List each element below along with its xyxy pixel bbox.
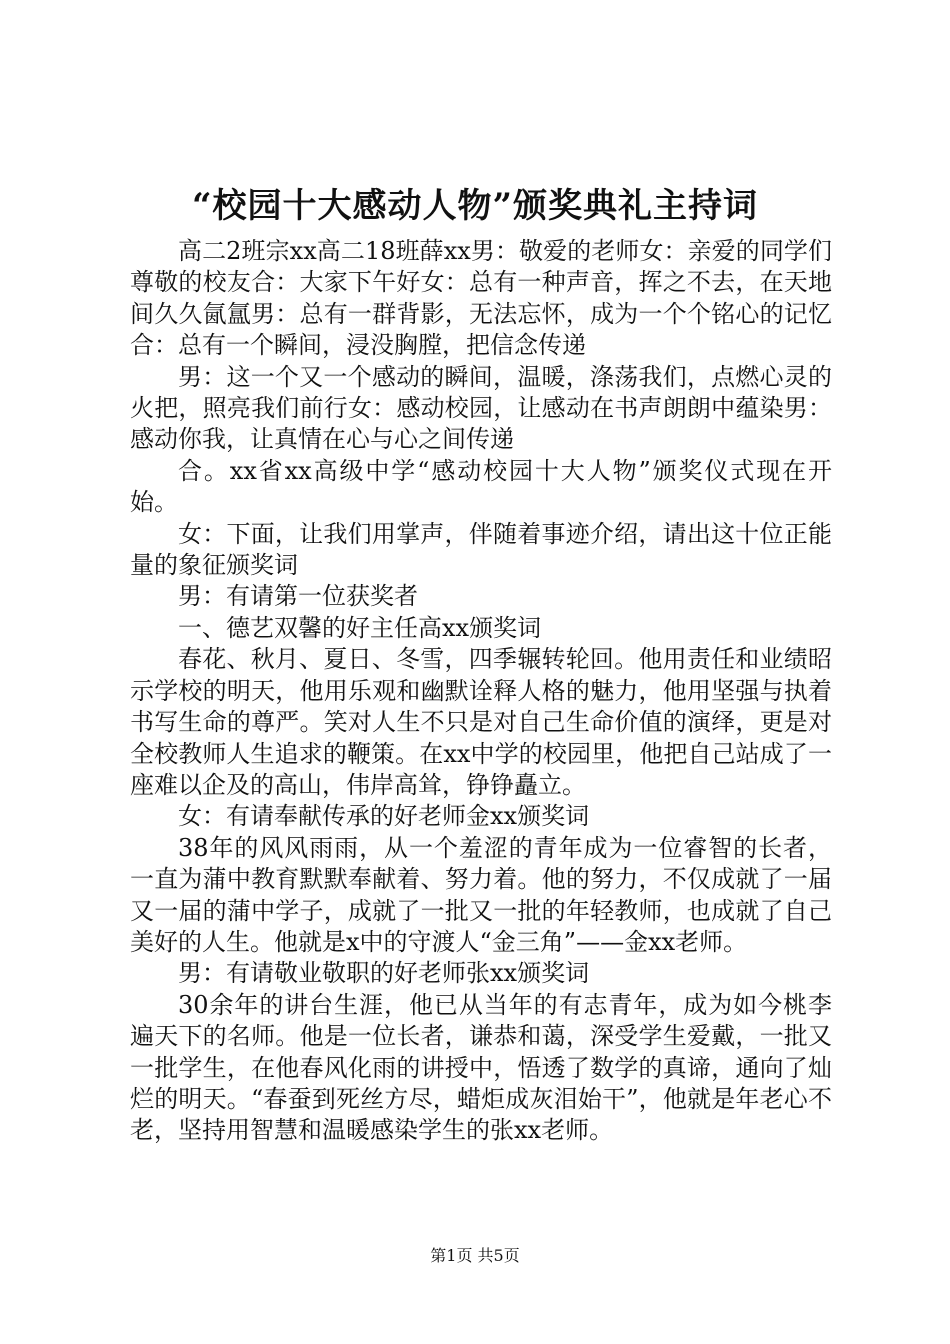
heading-award-2: 女：有请奉献传承的好老师金xx颁奖词 [178, 802, 590, 831]
paragraph-opening: 高二2班宗xx高二18班薛xx男：敬爱的老师女：亲爱的同学们尊敬的校友合：大家下午好女：总有一种声音，挥之不去，在天地间久久氤氲男：总有一群背影，无法忘怀，成为一个个铭心的记忆合：总有一个瞬间，浸没胸膛，把信念传递 [130, 237, 832, 360]
paragraph-start: 合。xx省xx高级中学“感动校园十大人物”颁奖仪式现在开始。 [130, 456, 832, 517]
document-title: “校园十大感动人物”颁奖典礼主持词 [191, 186, 759, 226]
paragraph-intro: 女：下面，让我们用掌声，伴随着事迹介绍，请出这十位正能量的象征颁奖词 [130, 519, 832, 580]
heading-award-3: 男：有请敬业敬职的好老师张xx颁奖词 [178, 959, 590, 988]
paragraph-moments: 男：这一个又一个感动的瞬间，温暖，涤荡我们，点燃心灵的火把，照亮我们前行女：感动校园，让感动在书声朗朗中蕴染男：感动你我，让真情在心与心之间传递 [130, 362, 832, 454]
paragraph-award-3: 30余年的讲台生涯，他已从当年的有志青年，成为如今桃李遍天下的名师。他是一位长者，谦恭和蔼，深受学生爱戴，一批又一批学生，在他春风化雨的讲授中，悟透了数学的真谛，通向了灿烂的明天。“春蚕到死丝方尽，蜡炬成灰泪始干”，他就是年老心不老，坚持用智慧和温暖感染学生的张xx老师。 [130, 990, 832, 1145]
paragraph-award-1: 春花、秋月、夏日、冬雪，四季辗转轮回。他用责任和业绩昭示学校的明天，他用乐观和幽默诠释人格的魅力，他用坚强与执着书写生命的尊严。笑对人生不只是对自己生命价值的演绎，更是对全校教师人生追求的鞭策。在xx中学的校园里，他把自己站成了一座难以企及的高山，伟岸高耸，铮铮矗立。 [130, 645, 832, 799]
heading-award-1: 一、德艺双馨的好主任高xx颁奖词 [178, 613, 542, 642]
paragraph-award-2: 38年的风风雨雨，从一个羞涩的青年成为一位睿智的长者，一直为蒲中教育默默奉献着、努力着。他的努力，不仅成就了一届又一届的蒲中学子，成就了一批又一批的年轻教师，也成就了自己美好的人生。他就是x中的守渡人“金三角”——金xx老师。 [130, 833, 832, 956]
document-body [130, 236, 832, 1147]
paragraph-first-awardee: 男：有请第一位获奖者 [178, 582, 418, 611]
page-footer: 第1页 共5页 [430, 1246, 520, 1265]
